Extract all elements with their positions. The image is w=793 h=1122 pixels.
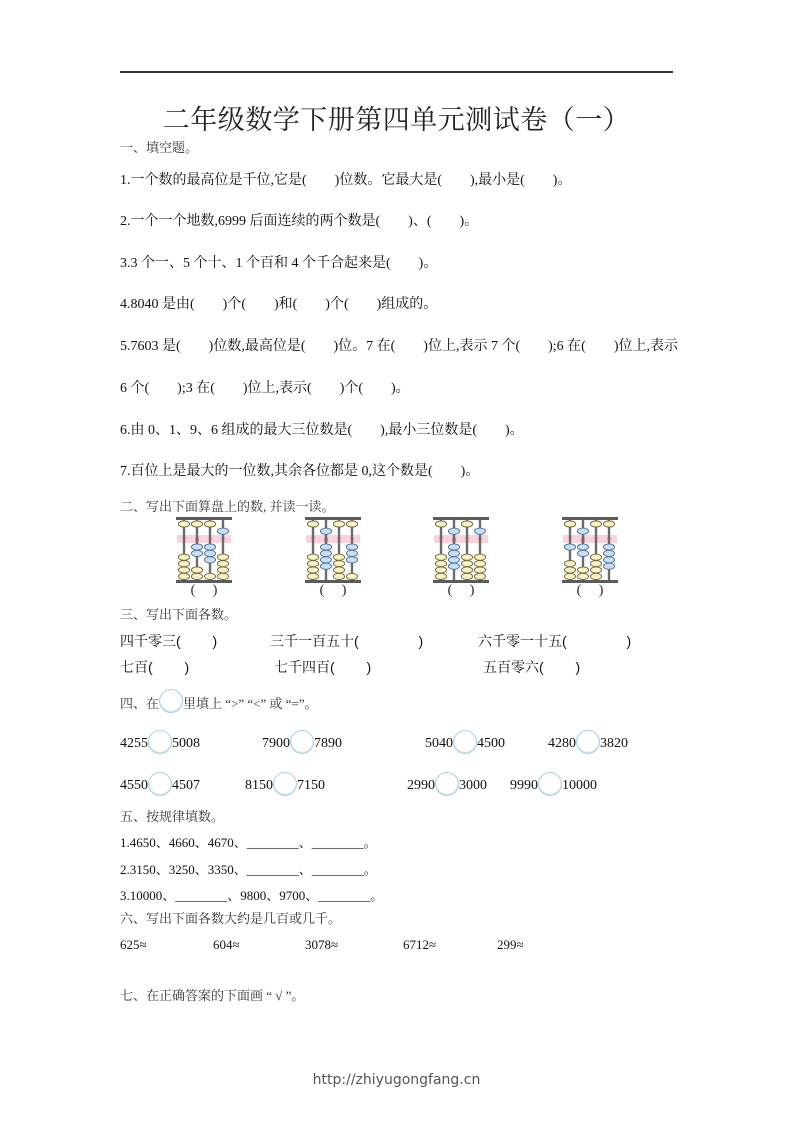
uncounted-bead bbox=[333, 521, 344, 527]
page-title: 二年级数学下册第四单元测试卷（一） bbox=[162, 105, 631, 135]
compare-left: 7900 bbox=[262, 736, 290, 751]
counted-bead bbox=[577, 550, 588, 556]
compare-left: 5040 bbox=[425, 736, 453, 751]
uncounted-bead bbox=[178, 554, 189, 560]
section1-heading: 一、填空题。 bbox=[120, 140, 199, 155]
uncounted-bead bbox=[333, 573, 344, 579]
counted-bead bbox=[448, 563, 459, 569]
write-number-item: 七百( ) bbox=[120, 659, 190, 675]
uncounted-bead bbox=[307, 554, 318, 560]
uncounted-bead bbox=[191, 573, 202, 579]
section4-heading bbox=[120, 688, 318, 713]
uncounted-bead bbox=[307, 567, 318, 573]
rod-label: 十 bbox=[336, 537, 342, 544]
uncounted-bead bbox=[461, 554, 472, 560]
compare-item bbox=[262, 728, 342, 753]
abacus-top-bar bbox=[305, 517, 361, 520]
estimate-item: 3078≈ bbox=[305, 937, 339, 952]
uncounted-bead bbox=[435, 561, 446, 567]
abacus-graphic bbox=[176, 517, 232, 583]
uncounted-bead bbox=[577, 573, 588, 579]
uncounted-bead bbox=[435, 573, 446, 579]
counted-bead bbox=[191, 544, 202, 550]
compare-item bbox=[245, 770, 325, 795]
uncounted-bead bbox=[346, 521, 357, 527]
question-5-line1: 5.7603 是( )位数,最高位是( )位。7 在( )位上,表示 7 个( );6 在( )位上,表示 bbox=[120, 339, 679, 354]
rod-label: 个 bbox=[220, 537, 226, 544]
counted-bead bbox=[346, 544, 357, 550]
uncounted-bead bbox=[204, 521, 215, 527]
uncounted-bead bbox=[461, 521, 472, 527]
counted-bead bbox=[448, 544, 459, 550]
uncounted-bead bbox=[603, 521, 614, 527]
compare-right: 7150 bbox=[297, 778, 325, 793]
abacus-graphic bbox=[562, 517, 618, 583]
compare-circle-input[interactable] bbox=[538, 772, 562, 796]
uncounted-bead bbox=[590, 573, 601, 579]
counted-bead bbox=[577, 528, 588, 534]
rod-label: 十 bbox=[207, 537, 213, 544]
uncounted-bead bbox=[217, 554, 228, 560]
uncounted-bead bbox=[191, 521, 202, 527]
compare-right: 4500 bbox=[477, 736, 505, 751]
uncounted-bead bbox=[564, 561, 575, 567]
question-1: 1.一个数的最高位是千位,它是( )位数。它最大是( ),最小是( )。 bbox=[120, 173, 572, 188]
rod-label: 千 bbox=[181, 537, 187, 544]
uncounted-bead bbox=[435, 567, 446, 573]
rod-label: 个 bbox=[606, 537, 612, 544]
write-number-item: 四千零三( ) bbox=[120, 633, 218, 649]
compare-right: 5008 bbox=[172, 736, 200, 751]
abacus-2-answer-blank: ( ) bbox=[319, 583, 347, 598]
counted-bead bbox=[320, 550, 331, 556]
question-5-line2: 6 个( );3 在( )位上,表示( )个( )。 bbox=[120, 381, 410, 396]
compare-circle-input[interactable] bbox=[273, 772, 297, 796]
uncounted-bead bbox=[474, 573, 485, 579]
rod-label: 百 bbox=[451, 537, 457, 544]
uncounted-bead bbox=[333, 554, 344, 560]
counted-bead bbox=[603, 544, 614, 550]
counted-bead bbox=[320, 528, 331, 534]
rod-label: 千 bbox=[310, 537, 316, 544]
uncounted-bead bbox=[178, 573, 189, 579]
uncounted-bead bbox=[333, 561, 344, 567]
rod-label: 千 bbox=[438, 537, 444, 544]
section7-heading: 七、在正确答案的下面画 “ √ ”。 bbox=[120, 988, 305, 1003]
abacus-top-bar bbox=[433, 517, 489, 520]
header-rule bbox=[120, 71, 673, 73]
uncounted-bead bbox=[178, 561, 189, 567]
rod-label: 百 bbox=[194, 537, 200, 544]
counted-bead bbox=[346, 550, 357, 556]
section4-heading-prefix: 四、在 bbox=[120, 696, 160, 711]
compare-item bbox=[120, 770, 200, 795]
pattern-line-2: 2.3150、3250、3350、________、________。 bbox=[120, 862, 377, 877]
compare-left: 9990 bbox=[510, 778, 538, 793]
write-number-item: 七千四百( ) bbox=[274, 659, 372, 675]
section4-heading-suffix: 里填上 “>” “<” 或 “=”。 bbox=[183, 696, 318, 711]
question-3: 3.3 个一、5 个十、1 个百和 4 个千合起来是( )。 bbox=[120, 256, 438, 271]
circle-icon bbox=[159, 689, 183, 713]
pattern-line-3: 3.10000、________、9800、9700、________。 bbox=[120, 888, 384, 903]
uncounted-bead bbox=[590, 521, 601, 527]
counted-bead bbox=[564, 544, 575, 550]
uncounted-bead bbox=[564, 567, 575, 573]
counted-bead bbox=[448, 528, 459, 534]
abacus-1-answer-blank: ( ) bbox=[190, 583, 218, 598]
compare-right: 4507 bbox=[172, 778, 200, 793]
uncounted-bead bbox=[217, 573, 228, 579]
abacus-4-answer-blank: ( ) bbox=[576, 583, 604, 598]
question-2: 2.一个一个地数,6999 后面连续的两个数是( )、( )。 bbox=[120, 214, 479, 229]
compare-circle-input[interactable] bbox=[148, 772, 172, 796]
counted-bead bbox=[320, 544, 331, 550]
compare-circle-input[interactable] bbox=[290, 730, 314, 754]
estimate-item: 6712≈ bbox=[403, 937, 437, 952]
compare-right: 3820 bbox=[600, 736, 628, 751]
compare-circle-input[interactable] bbox=[148, 730, 172, 754]
compare-item bbox=[425, 728, 505, 753]
uncounted-bead bbox=[564, 521, 575, 527]
uncounted-bead bbox=[577, 567, 588, 573]
uncounted-bead bbox=[217, 567, 228, 573]
uncounted-bead bbox=[204, 573, 215, 579]
uncounted-bead bbox=[590, 567, 601, 573]
counted-bead bbox=[448, 550, 459, 556]
counted-bead bbox=[346, 557, 357, 563]
footer-url: http://zhiyugongfang.cn bbox=[312, 1072, 481, 1088]
uncounted-bead bbox=[590, 561, 601, 567]
compare-left: 4280 bbox=[548, 736, 576, 751]
counted-bead bbox=[191, 550, 202, 556]
abacus-top-bar bbox=[562, 517, 618, 520]
uncounted-bead bbox=[307, 561, 318, 567]
write-number-item: 三千一百五十( ) bbox=[270, 633, 424, 649]
uncounted-bead bbox=[346, 573, 357, 579]
abacus-graphic bbox=[305, 517, 361, 583]
section3-heading: 三、写出下面各数。 bbox=[120, 607, 238, 622]
compare-left: 4255 bbox=[120, 736, 148, 751]
estimate-item: 604≈ bbox=[213, 937, 240, 952]
uncounted-bead bbox=[474, 567, 485, 573]
question-6: 6.由 0、1、9、6 组成的最大三位数是( ),最小三位数是( )。 bbox=[120, 423, 524, 438]
compare-left: 4550 bbox=[120, 778, 148, 793]
compare-item bbox=[120, 728, 200, 753]
counted-bead bbox=[603, 557, 614, 563]
rod-label: 个 bbox=[349, 537, 355, 544]
rod-label: 百 bbox=[323, 537, 329, 544]
estimate-item: 625≈ bbox=[120, 937, 147, 952]
estimate-item: 299≈ bbox=[497, 937, 524, 952]
abacus-1 bbox=[176, 517, 232, 583]
compare-item bbox=[510, 770, 597, 795]
uncounted-bead bbox=[590, 554, 601, 560]
write-number-item: 六千零一十五( ) bbox=[478, 633, 632, 649]
counted-bead bbox=[320, 563, 331, 569]
counted-bead bbox=[204, 550, 215, 556]
abacus-graphic bbox=[433, 517, 489, 583]
section6-heading: 六、写出下面各数大约是几百或几千。 bbox=[120, 911, 342, 926]
abacus-2 bbox=[305, 517, 361, 583]
compare-item bbox=[407, 770, 487, 795]
pattern-line-1: 1.4650、4660、4670、________、________。 bbox=[120, 835, 377, 850]
rod-label: 个 bbox=[477, 537, 483, 544]
uncounted-bead bbox=[333, 567, 344, 573]
counted-bead bbox=[320, 557, 331, 563]
question-7: 7.百位上是最大的一位数,其余各位都是 0,这个数是( )。 bbox=[120, 464, 480, 479]
counted-bead bbox=[204, 544, 215, 550]
uncounted-bead bbox=[461, 573, 472, 579]
compare-left: 2990 bbox=[407, 778, 435, 793]
uncounted-bead bbox=[461, 567, 472, 573]
counted-bead bbox=[204, 557, 215, 563]
compare-circle-input[interactable] bbox=[435, 772, 459, 796]
rod-label: 十 bbox=[464, 537, 470, 544]
uncounted-bead bbox=[307, 573, 318, 579]
compare-right: 10000 bbox=[562, 778, 597, 793]
uncounted-bead bbox=[474, 561, 485, 567]
abacus-3 bbox=[433, 517, 489, 583]
section2-heading: 二、写出下面算盘上的数, 并读一读。 bbox=[120, 499, 335, 514]
rod-label: 千 bbox=[567, 537, 573, 544]
question-4: 4.8040 是由( )个( )和( )个( )组成的。 bbox=[120, 297, 438, 312]
uncounted-bead bbox=[564, 573, 575, 579]
uncounted-bead bbox=[178, 567, 189, 573]
abacus-3-answer-blank: ( ) bbox=[447, 583, 475, 598]
uncounted-bead bbox=[307, 521, 318, 527]
uncounted-bead bbox=[435, 521, 446, 527]
uncounted-bead bbox=[461, 561, 472, 567]
counted-bead bbox=[448, 557, 459, 563]
rod-label: 十 bbox=[593, 537, 599, 544]
counted-bead bbox=[603, 550, 614, 556]
uncounted-bead bbox=[217, 561, 228, 567]
uncounted-bead bbox=[435, 554, 446, 560]
uncounted-bead bbox=[178, 521, 189, 527]
counted-bead bbox=[217, 528, 228, 534]
write-number-item: 五百零六( ) bbox=[483, 659, 581, 675]
abacus-top-bar bbox=[176, 517, 232, 520]
compare-left: 8150 bbox=[245, 778, 273, 793]
counted-bead bbox=[474, 528, 485, 534]
compare-right: 3000 bbox=[459, 778, 487, 793]
rod-label: 百 bbox=[580, 537, 586, 544]
counted-bead bbox=[577, 544, 588, 550]
uncounted-bead bbox=[474, 554, 485, 560]
compare-item bbox=[548, 728, 628, 753]
compare-right: 7890 bbox=[314, 736, 342, 751]
section5-heading: 五、按规律填数。 bbox=[120, 809, 225, 824]
compare-circle-input[interactable] bbox=[453, 730, 477, 754]
uncounted-bead bbox=[191, 567, 202, 573]
compare-circle-input[interactable] bbox=[576, 730, 600, 754]
abacus-4 bbox=[562, 517, 618, 583]
counted-bead bbox=[603, 563, 614, 569]
